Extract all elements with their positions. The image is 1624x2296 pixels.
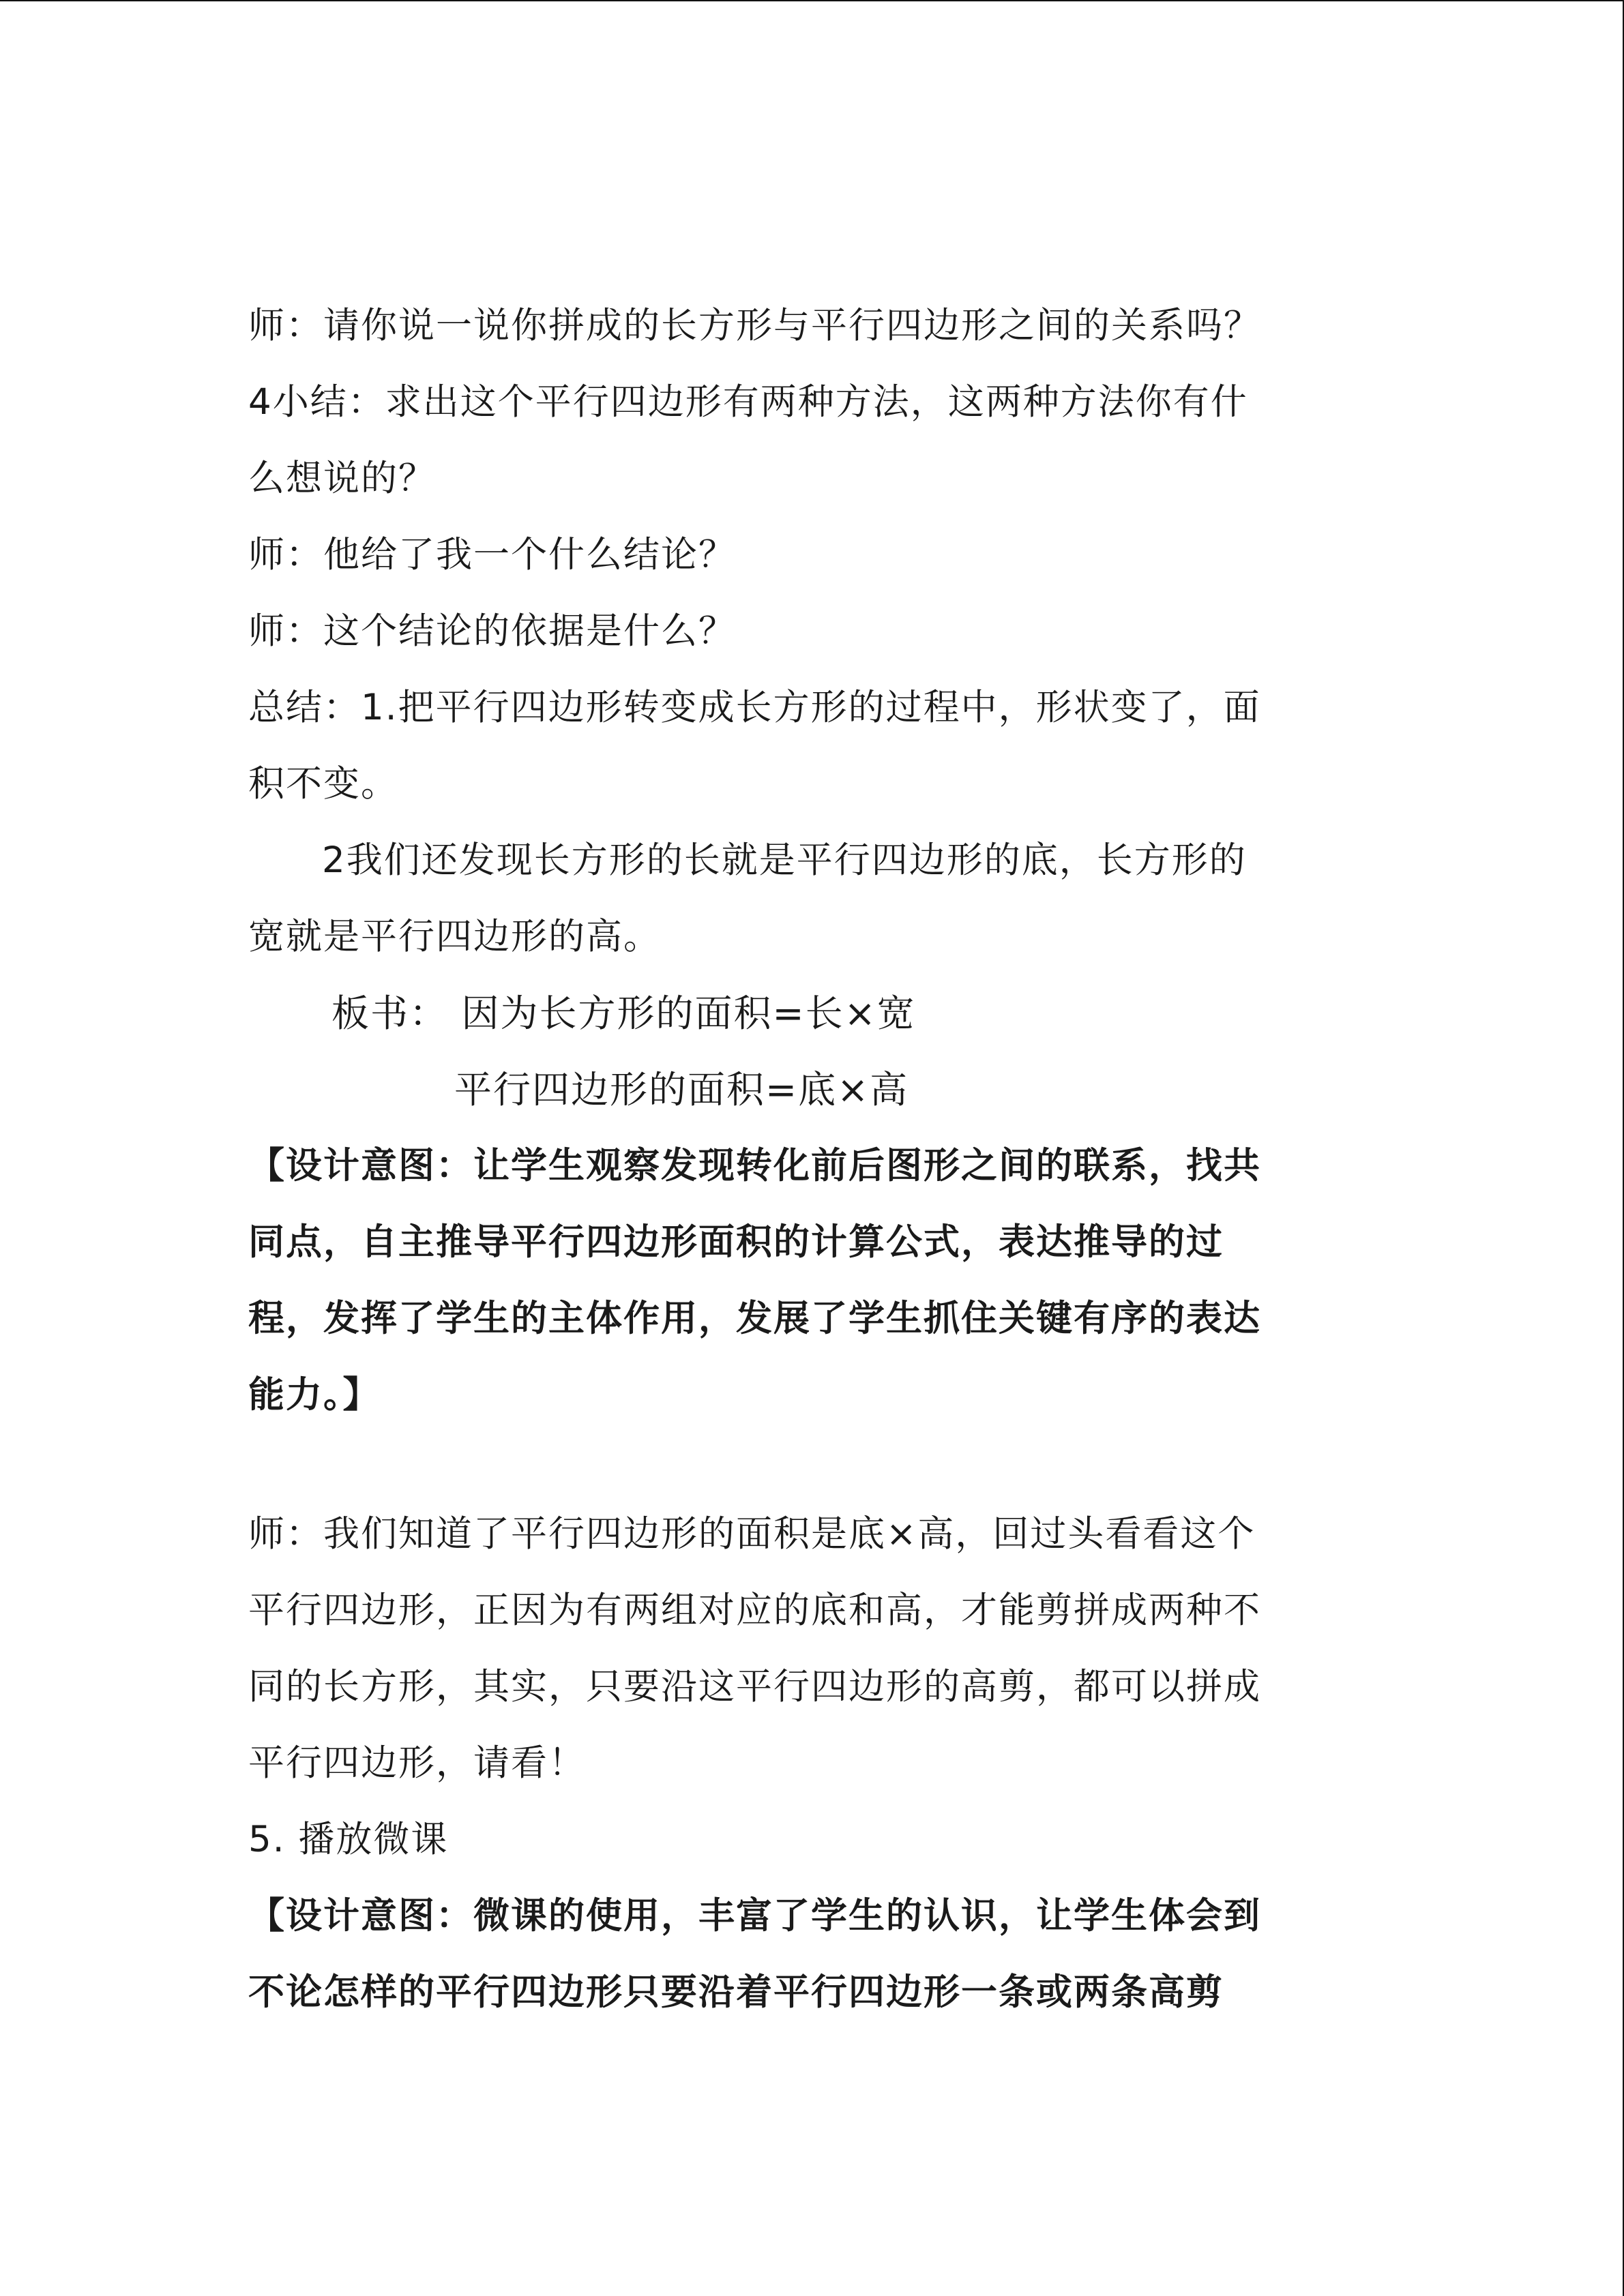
text-line: 2我们还发现长方形的长就是平行四边形的底，长方形的 [322,839,1247,881]
text-line: 师：他给了我一个什么结论？ [248,534,736,576]
design-intent-line: 【设计意图：微课的使用，丰富了学生的认识，让学生体会到 [248,1895,1261,1937]
blackboard-formula-line: 板书： 因为长方形的面积=长×宽 [331,992,916,1035]
design-intent-line: 【设计意图：让学生观察发现转化前后图形之间的联系，找共 [248,1145,1261,1187]
text-line: 师：请你说一说你拼成的长方形与平行四边形之间的关系吗？ [248,305,1261,346]
text-line: 5. 播放微课 [248,1819,449,1860]
text-line: 宽就是平行四边形的高。 [248,916,661,957]
document-body [248,288,1353,2031]
paragraph-spacer [248,1433,1353,1496]
text-line: 平行四边形，正因为有两组对应的底和高，才能剪拼成两种不 [248,1590,1261,1631]
text-line: 积不变。 [248,763,398,805]
design-intent-line: 不论怎样的平行四边形只要沿着平行四边形一条或两条高剪 [248,1971,1224,2013]
text-line: 师：这个结论的依据是什么？ [248,610,736,652]
text-line: 平行四边形，请看！ [248,1742,586,1784]
design-intent-line: 程，发挥了学生的主体作用，发展了学生抓住关键有序的表达 [248,1298,1261,1339]
blackboard-formula-line: 平行四边形的面积=底×高 [454,1068,909,1112]
text-line: 么想说的？ [248,458,436,499]
text-line: 师：我们知道了平行四边形的面积是底×高，回过头看看这个 [248,1513,1256,1555]
text-line: 4小结：求出这个平行四边形有两种方法，这两种方法你有什 [248,381,1248,423]
text-line: 总结：1.把平行四边形转变成长方形的过程中，形状变了，面 [248,687,1261,728]
design-intent-line: 同点，自主推导平行四边形面积的计算公式，表达推导的过 [248,1221,1224,1263]
text-line: 同的长方形，其实，只要沿这平行四边形的高剪，都可以拼成 [248,1666,1261,1708]
design-intent-line: 能力。】 [248,1374,381,1416]
